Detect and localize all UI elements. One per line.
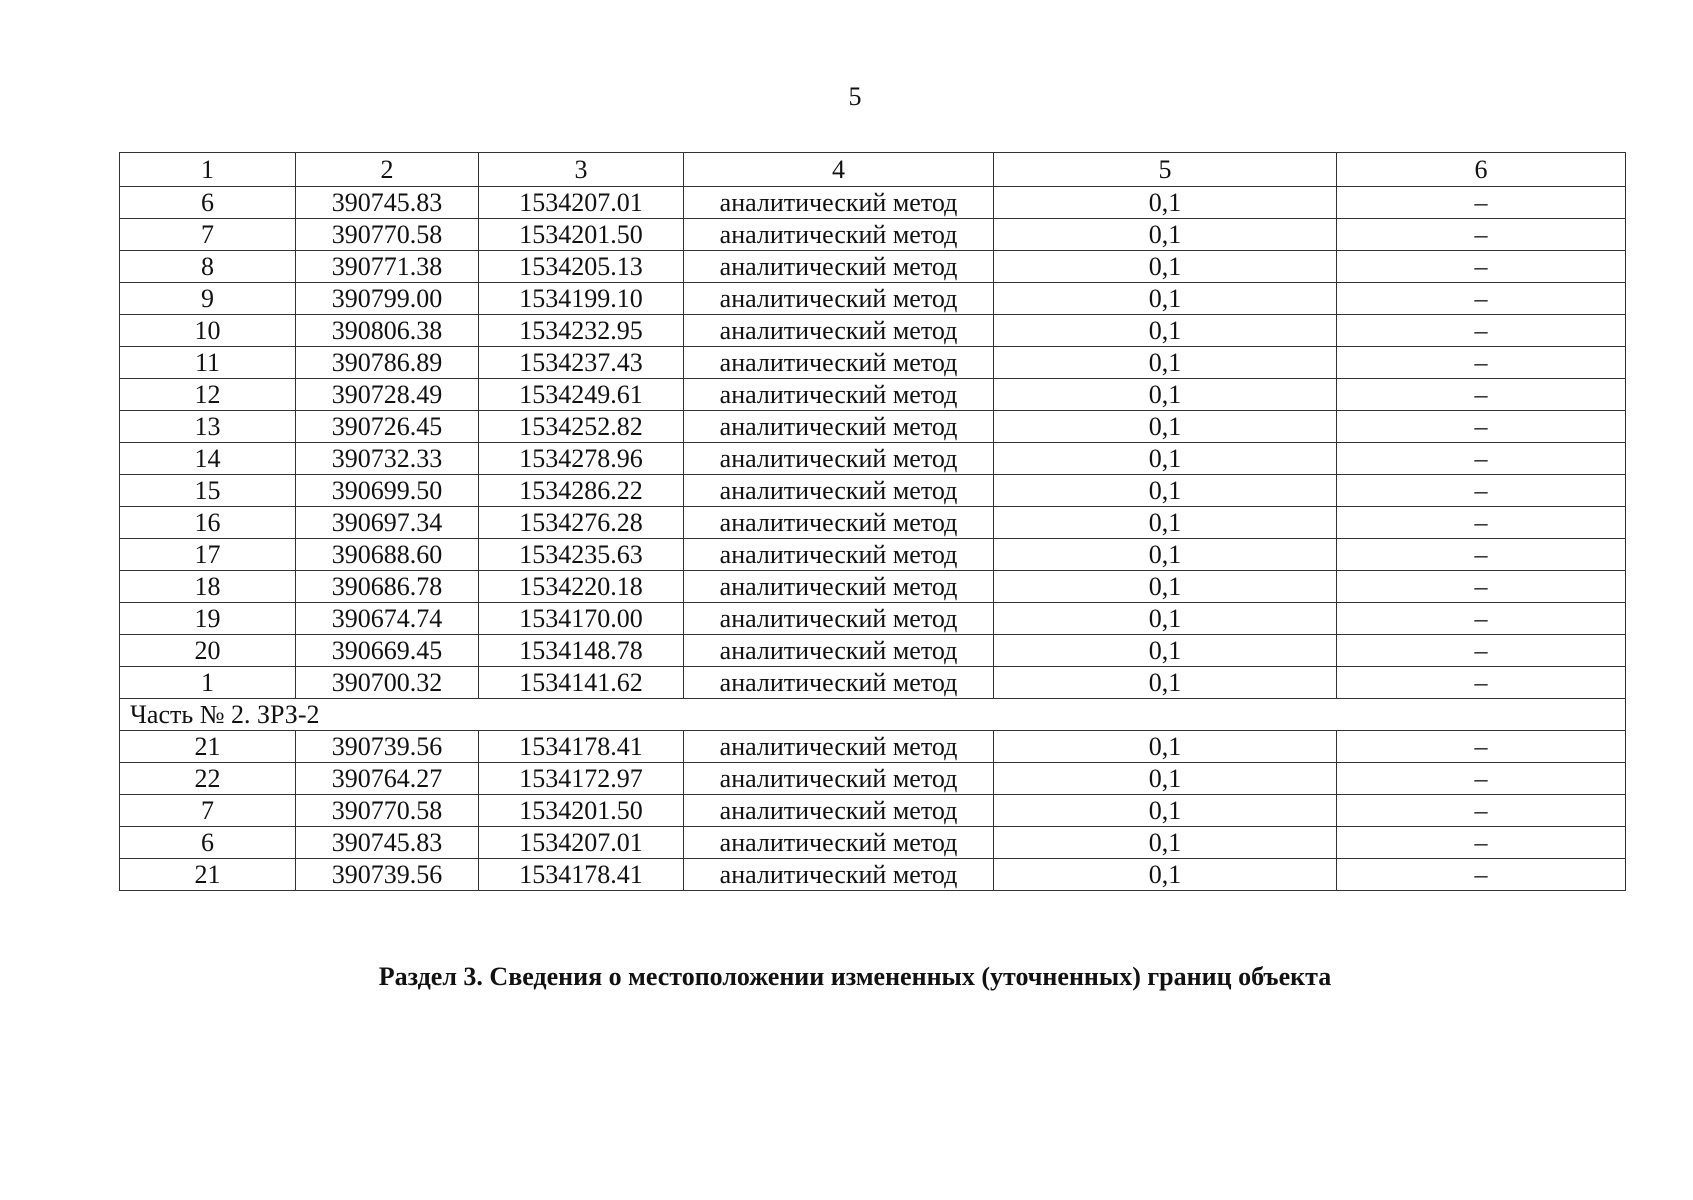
table-cell: –: [1337, 379, 1626, 411]
table-cell: 1534141.62: [479, 667, 684, 699]
table-cell: 1534276.28: [479, 507, 684, 539]
table-cell: 390770.58: [296, 219, 479, 251]
table-cell: –: [1337, 795, 1626, 827]
table-cell: –: [1337, 315, 1626, 347]
table-cell: аналитический метод: [684, 603, 994, 635]
table-cell: 0,1: [994, 475, 1337, 507]
table-cell: 390728.49: [296, 379, 479, 411]
table-cell: 18: [120, 571, 296, 603]
table-cell: 1534237.43: [479, 347, 684, 379]
table-cell: 390732.33: [296, 443, 479, 475]
table-row: [120, 603, 1626, 635]
table-row: [120, 571, 1626, 603]
table-cell: аналитический метод: [684, 667, 994, 699]
table-row: [120, 411, 1626, 443]
table-cell: 1: [120, 667, 296, 699]
table-cell: 0,1: [994, 283, 1337, 315]
table-cell: 390770.58: [296, 795, 479, 827]
table-cell: 0,1: [994, 219, 1337, 251]
table-cell: аналитический метод: [684, 571, 994, 603]
table-cell: 20: [120, 635, 296, 667]
table-row: [120, 763, 1626, 795]
table-cell: 8: [120, 251, 296, 283]
table-cell: 390700.32: [296, 667, 479, 699]
table-row: [120, 219, 1626, 251]
table-cell: –: [1337, 283, 1626, 315]
table-cell: –: [1337, 603, 1626, 635]
header-cell: 3: [479, 153, 684, 187]
coordinates-table-body: [120, 153, 1626, 891]
table-cell: аналитический метод: [684, 283, 994, 315]
table-cell: 0,1: [994, 347, 1337, 379]
table-cell: –: [1337, 827, 1626, 859]
table-row: [120, 795, 1626, 827]
table-cell: 0,1: [994, 603, 1337, 635]
table-cell: аналитический метод: [684, 507, 994, 539]
table-cell: 390674.74: [296, 603, 479, 635]
table-cell: 1534252.82: [479, 411, 684, 443]
table-cell: 1534220.18: [479, 571, 684, 603]
table-row: [120, 635, 1626, 667]
table-cell: 390806.38: [296, 315, 479, 347]
table-cell: 16: [120, 507, 296, 539]
table-cell: –: [1337, 667, 1626, 699]
table-cell: 1534235.63: [479, 539, 684, 571]
table-row: [120, 539, 1626, 571]
table-cell: 17: [120, 539, 296, 571]
table-cell: 10: [120, 315, 296, 347]
table-cell: 0,1: [994, 187, 1337, 219]
table-cell: 21: [120, 859, 296, 891]
table-row: [120, 283, 1626, 315]
table-row: [120, 187, 1626, 219]
table-cell: аналитический метод: [684, 251, 994, 283]
header-cell: 4: [684, 153, 994, 187]
table-cell: 0,1: [994, 411, 1337, 443]
page-number: 5: [848, 82, 862, 111]
table-cell: 1534201.50: [479, 219, 684, 251]
table-cell: 0,1: [994, 731, 1337, 763]
table-row: [120, 827, 1626, 859]
table-cell: аналитический метод: [684, 315, 994, 347]
table-cell: 19: [120, 603, 296, 635]
table-cell: 1534178.41: [479, 859, 684, 891]
table-cell: 390799.00: [296, 283, 479, 315]
table-cell: 0,1: [994, 763, 1337, 795]
table-cell: 1534201.50: [479, 795, 684, 827]
table-cell: 390739.56: [296, 731, 479, 763]
table-cell: 390697.34: [296, 507, 479, 539]
table-cell: 21: [120, 731, 296, 763]
table-cell: 0,1: [994, 443, 1337, 475]
table-cell: аналитический метод: [684, 635, 994, 667]
table-cell: 7: [120, 795, 296, 827]
table-cell: 1534249.61: [479, 379, 684, 411]
table-cell: –: [1337, 731, 1626, 763]
table-cell: 390688.60: [296, 539, 479, 571]
table-cell: аналитический метод: [684, 379, 994, 411]
table-cell: –: [1337, 763, 1626, 795]
table-cell: 13: [120, 411, 296, 443]
table-cell: 390745.83: [296, 827, 479, 859]
table-cell: 390699.50: [296, 475, 479, 507]
coordinates-table: [119, 152, 1626, 891]
table-cell: –: [1337, 859, 1626, 891]
table-cell: –: [1337, 571, 1626, 603]
table-cell: –: [1337, 443, 1626, 475]
table-row: [120, 731, 1626, 763]
table-cell: 7: [120, 219, 296, 251]
table-cell: 390771.38: [296, 251, 479, 283]
header-cell: 1: [120, 153, 296, 187]
table-cell: аналитический метод: [684, 539, 994, 571]
table-row: [120, 251, 1626, 283]
table-cell: 1534207.01: [479, 187, 684, 219]
table-cell: аналитический метод: [684, 795, 994, 827]
table-cell: 390786.89: [296, 347, 479, 379]
table-row: [120, 315, 1626, 347]
header-cell: 5: [994, 153, 1337, 187]
table-cell: –: [1337, 411, 1626, 443]
table-cell: 0,1: [994, 635, 1337, 667]
table-cell: 14: [120, 443, 296, 475]
table-cell: 0,1: [994, 539, 1337, 571]
table-cell: –: [1337, 475, 1626, 507]
table-cell: 0,1: [994, 795, 1337, 827]
part-2-row: [120, 699, 1626, 731]
table-cell: 0,1: [994, 571, 1337, 603]
table-cell: аналитический метод: [684, 827, 994, 859]
table-cell: аналитический метод: [684, 187, 994, 219]
table-cell: 1534232.95: [479, 315, 684, 347]
table-cell: 6: [120, 187, 296, 219]
table-cell: 390745.83: [296, 187, 479, 219]
table-cell: –: [1337, 507, 1626, 539]
table-cell: 12: [120, 379, 296, 411]
table-cell: 1534286.22: [479, 475, 684, 507]
table-cell: аналитический метод: [684, 731, 994, 763]
table-cell: 1534207.01: [479, 827, 684, 859]
table-row: [120, 475, 1626, 507]
table-cell: аналитический метод: [684, 347, 994, 379]
table-cell: –: [1337, 251, 1626, 283]
table-cell: 1534199.10: [479, 283, 684, 315]
table-cell: 1534278.96: [479, 443, 684, 475]
header-cell: 2: [296, 153, 479, 187]
table-cell: 1534205.13: [479, 251, 684, 283]
table-cell: –: [1337, 539, 1626, 571]
table-cell: 390739.56: [296, 859, 479, 891]
table-cell: 0,1: [994, 859, 1337, 891]
table-cell: аналитический метод: [684, 859, 994, 891]
table-cell: –: [1337, 187, 1626, 219]
table-cell: 390669.45: [296, 635, 479, 667]
section-3-heading: Раздел 3. Сведения о местоположении измененных (уточненных) границ объекта: [378, 962, 1332, 991]
table-cell: 0,1: [994, 507, 1337, 539]
table-cell: 0,1: [994, 251, 1337, 283]
table-cell: 0,1: [994, 667, 1337, 699]
table-cell: 390764.27: [296, 763, 479, 795]
table-row: [120, 507, 1626, 539]
table-cell: 9: [120, 283, 296, 315]
table-row: [120, 379, 1626, 411]
table-cell: –: [1337, 347, 1626, 379]
table-row: [120, 859, 1626, 891]
table-cell: 390686.78: [296, 571, 479, 603]
table-row: [120, 667, 1626, 699]
table-cell: 0,1: [994, 315, 1337, 347]
table-cell: аналитический метод: [684, 763, 994, 795]
header-cell: 6: [1337, 153, 1626, 187]
table-cell: 1534172.97: [479, 763, 684, 795]
table-header-row: [120, 153, 1626, 187]
table-cell: аналитический метод: [684, 475, 994, 507]
part-2-label: Часть № 2. ЗРЗ-2: [120, 699, 1626, 731]
table-cell: 1534178.41: [479, 731, 684, 763]
table-cell: 6: [120, 827, 296, 859]
table-cell: 1534148.78: [479, 635, 684, 667]
table-cell: 0,1: [994, 827, 1337, 859]
table-row: [120, 443, 1626, 475]
table-cell: 0,1: [994, 379, 1337, 411]
table-cell: аналитический метод: [684, 443, 994, 475]
table-row: [120, 347, 1626, 379]
table-cell: 22: [120, 763, 296, 795]
table-cell: –: [1337, 219, 1626, 251]
table-cell: –: [1337, 635, 1626, 667]
table-cell: аналитический метод: [684, 411, 994, 443]
table-cell: 1534170.00: [479, 603, 684, 635]
table-cell: 390726.45: [296, 411, 479, 443]
table-cell: аналитический метод: [684, 219, 994, 251]
table-cell: 15: [120, 475, 296, 507]
table-cell: 11: [120, 347, 296, 379]
